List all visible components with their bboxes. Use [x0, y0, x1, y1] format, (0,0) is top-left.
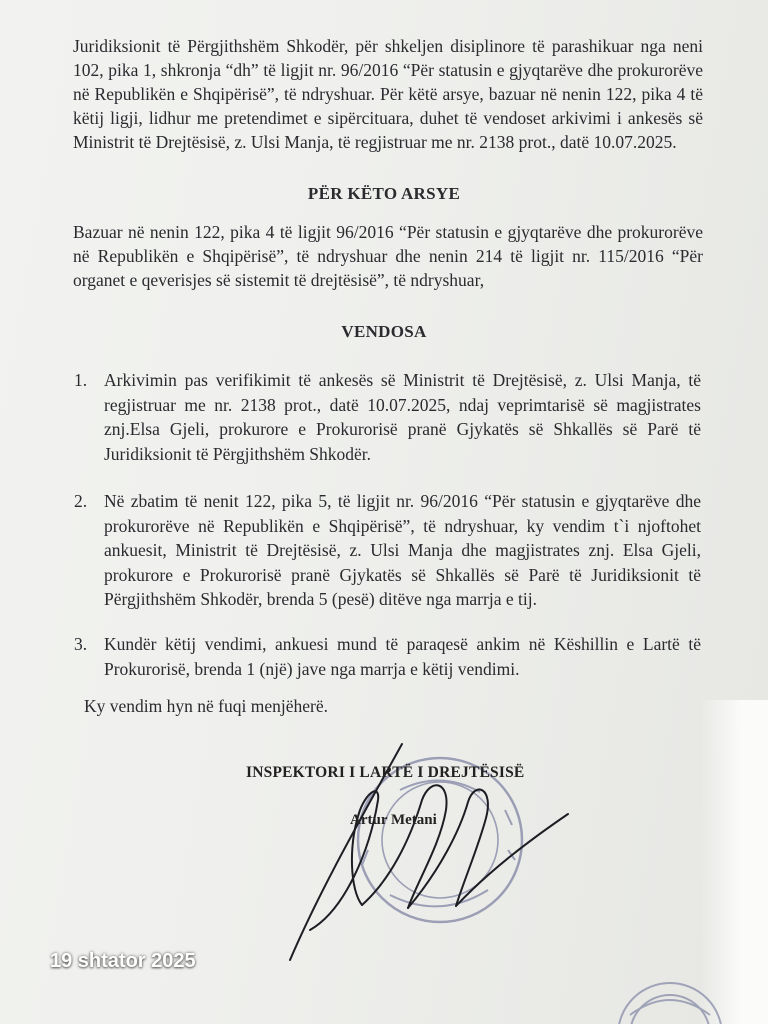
item-text: Arkivimin pas verifikimit të ankesës së Ministrit të Drejtësisë, z. Ulsi Manja, të regjistruar me nr. 2138 prot., datë 10.07.2025, ndaj veprimtarisë së magjistrates znj.Elsa Gjeli, prokurore e Prokurorisë pranë Gjykatës së Shkallës së Parë të Juridiksionit të Përgjithshëm Shkodër.	[104, 370, 701, 464]
partial-stamp	[610, 975, 730, 1024]
item-text: Kundër këtij vendimi, ankuesi mund të paraqesë ankim në Këshillin e Lartë të Prokurorisë, brenda 1 (një) jave nga marrja e këtij vendimi.	[104, 634, 701, 679]
date-overlay: 19 shtator 2025	[50, 950, 196, 972]
basis-paragraph	[73, 220, 703, 292]
decision-item-1	[74, 368, 701, 466]
item-text: Në zbatim të nenit 122, pika 5, të ligjit nr. 96/2016 “Për statusin e gjyqtarëve dhe prokurorëve në Republikën e Shqipërisë”, të ndryshuar, ky vendim t`i njoftohet ankuesit, Ministrit të Drejtësisë, z. Ulsi Manja dhe magjistrates znj. Elsa Gjeli, prokurore e Prokurorisë pranë Gjykatës së Shkallës së Parë të Juridiksionit të Përgjithshëm Shkodër, brenda 5 (pesë) ditëve nga marrja e tij.	[104, 491, 701, 609]
decision-item-3	[74, 632, 701, 681]
decision-heading: VENDOSA	[341, 322, 427, 341]
decision-item-2	[74, 489, 701, 612]
intro-paragraph	[73, 34, 703, 154]
signatory-title: INSPEKTORI I LARTË I DREJTËSISË	[246, 764, 525, 781]
item-number: 3.	[74, 634, 88, 654]
effect-statement: Ky vendim hyn në fuqi menjëherë.	[84, 696, 328, 716]
item-number: 1.	[74, 370, 88, 390]
stamp-seal	[358, 758, 522, 922]
item-number: 2.	[74, 491, 88, 511]
basis-paragraph-text: Bazuar në nenin 122, pika 4 të ligjit 96/2016 “Për statusin e gjyqtarëve dhe prokurorëve në Republikën e Shqipërisë”, të ndryshuar dhe nenin 214 të ligjit nr. 115/2016 “Për organet e qeverisjes së sistemit të drejtësisë”, të ndryshuar,	[73, 222, 703, 290]
signatory-name: Artur Metani	[350, 812, 437, 828]
intro-paragraph-text: Juridiksionit të Përgjithshëm Shkodër, për shkeljen disiplinore të parashikuar nga neni 102, pika 1, shkronja “dh” të ligjit nr. 96/2016 “Për statusin e gjyqtarëve dhe prokurorëve në Republikën e Shqipërisë”, të ndryshuar. Për këtë arsye, bazuar në nenin 122, pika 4 të këtij ligji, lidhur me pretendimet e sipërcituara, duhet të vendoset arkivimi i ankesës së Ministrit të Drejtësisë, z. Ulsi Manja, të regjistruar me nr. 2138 prot., datë 10.07.2025.	[73, 36, 703, 152]
reasons-heading: PËR KËTO ARSYE	[307, 184, 461, 203]
